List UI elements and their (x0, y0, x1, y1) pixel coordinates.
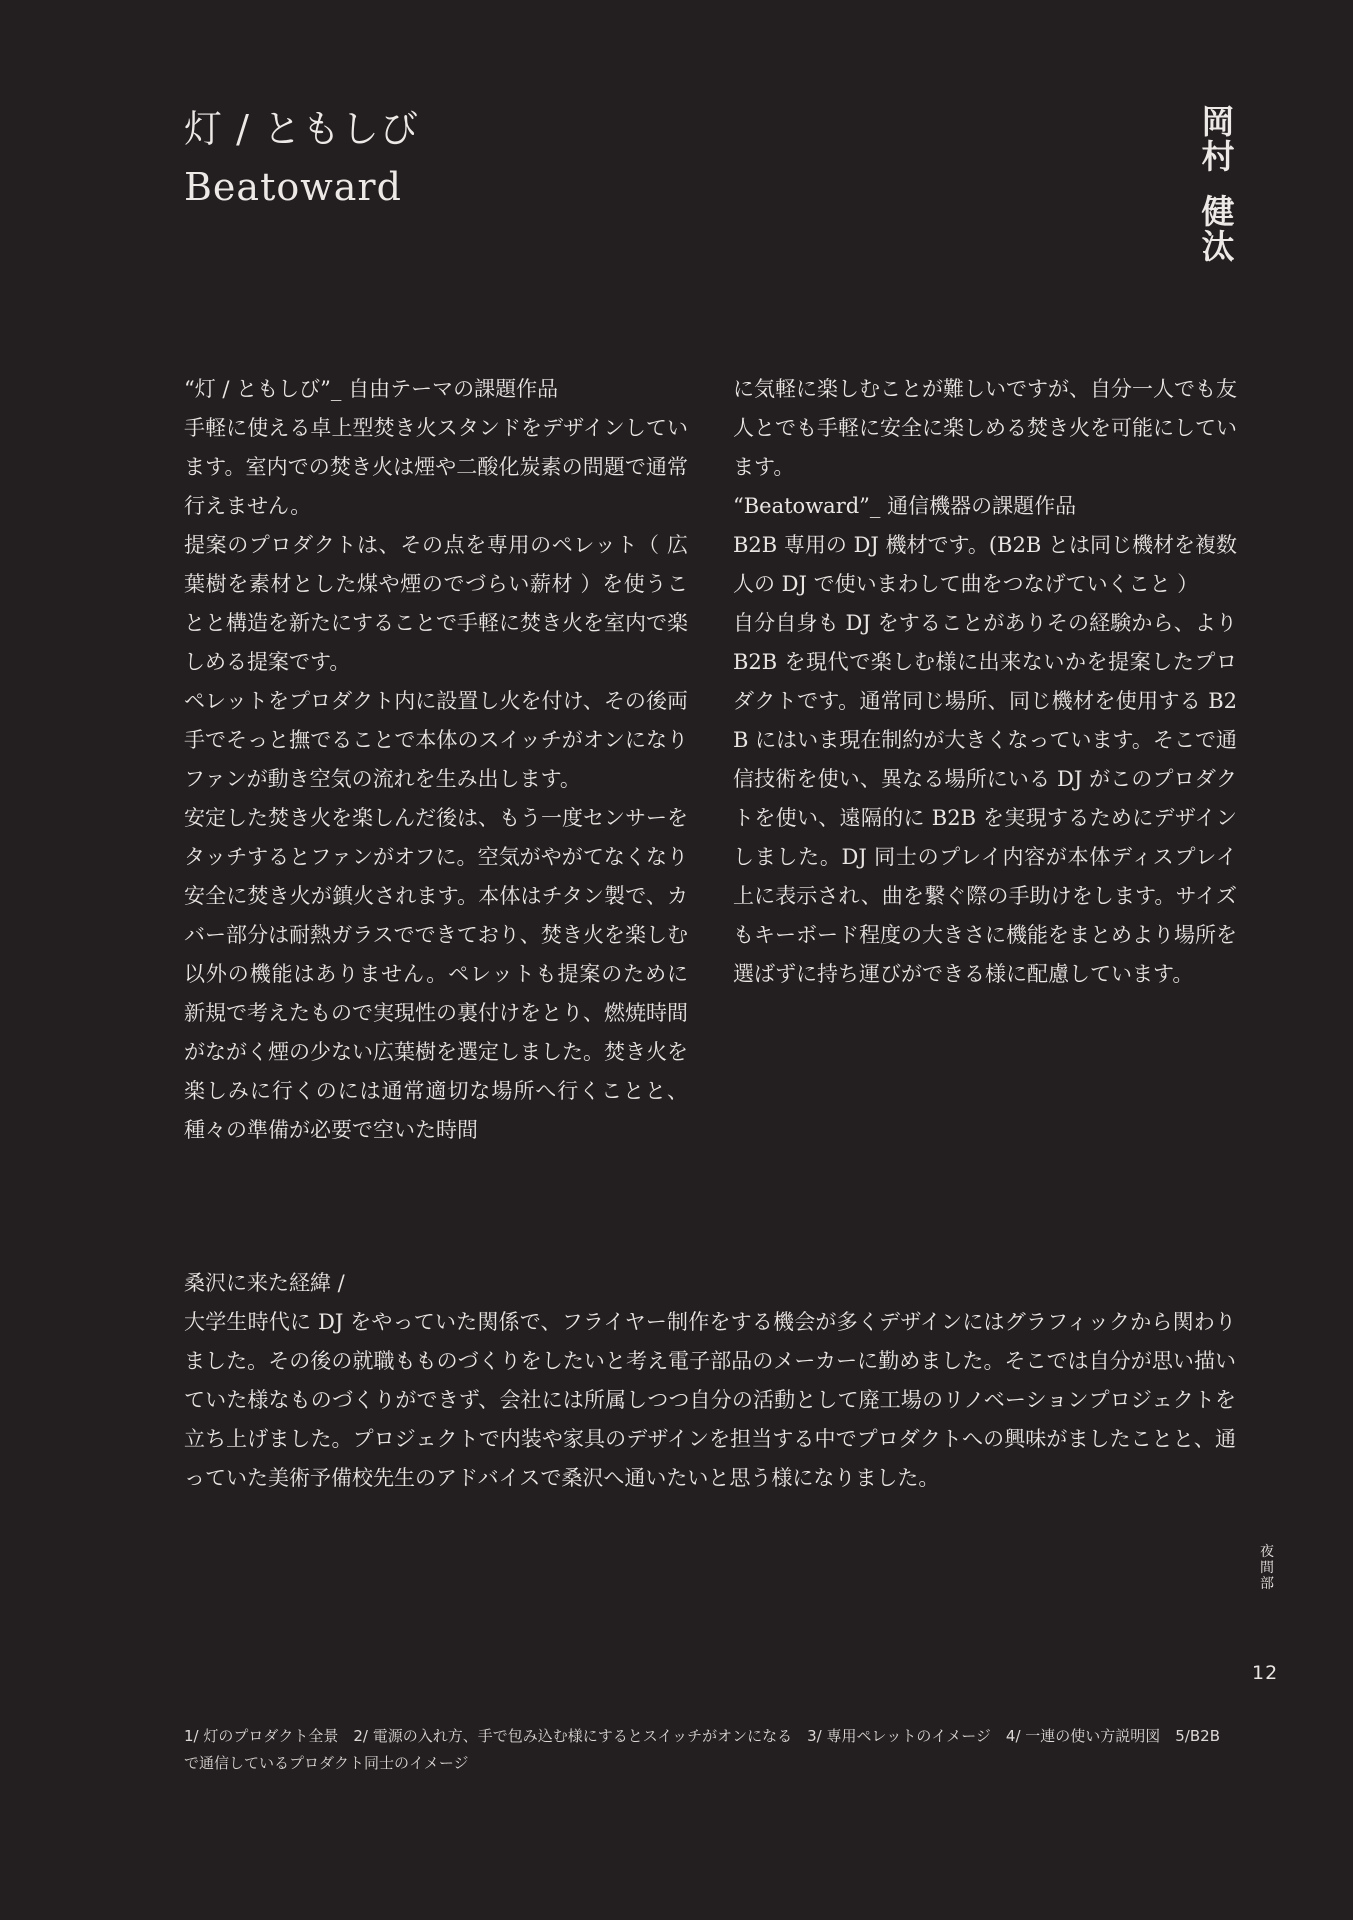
title-block (184, 100, 884, 216)
title-english: Beatoward (184, 165, 402, 209)
paragraph: に気軽に楽しむことが難しいですが、自分一人でも友人とでも手軽に安全に楽しめる焚き火を可能にしています。 (733, 377, 1237, 479)
author-name-gap (1192, 174, 1244, 194)
author-name (1192, 104, 1244, 264)
paragraph: 安定した焚き火を楽しんだ後は、もう一度センサーをタッチするとファンがオフに。空気がやがてなくなり安全に焚き火が鎮火されます。本体はチタン製で、カバー部分は耐熱ガラスでできており、焚き火を楽しむ以外の機能はありません。ペレットも提案のために新規で考えたもので実現性の裏付けをとり、燃焼時間がながく煙の少ない広葉樹を選定しました。焚き火を楽しみに行くのには通常適切な場所へ行くことと、種々の準備が必要で空いた時間 (184, 806, 688, 1142)
page-number: 12 (1252, 1662, 1279, 1684)
paragraph: B2B 専用の DJ 機材です。(B2B とは同じ機材を複数人の DJ で使いまわして曲をつなげていくこと ） (733, 533, 1237, 596)
history-section (184, 1264, 1236, 1498)
author-given-name: 健汰 (1201, 192, 1235, 266)
paragraph: 自分自身も DJ をすることがありその経験から、より B2B を現代で楽しむ様に出来ないかを提案したプロダクトです。通常同じ場所、同じ機材を使用する B2B にはいま現在制約が大きくなっています。そこで通信技術を使い、異なる場所にいる DJ がこのプロダクトを使い、遠隔的に B2B を実現するためにデザインしました。DJ 同士のプレイ内容が本体ディスプレイ上に表示され、曲を繋ぐ際の手助けをします。サイズもキーボード程度の大きさに機能をまとめより場所を選ばずに持ち運びができる様に配慮しています。 (733, 611, 1237, 986)
body-column-right (733, 370, 1237, 994)
paragraph-tomoshibi-heading: “灯 / ともしび”_ 自由テーマの課題作品 (184, 377, 559, 401)
title-japanese: 灯 / ともしび (184, 107, 419, 151)
history-heading: 桑沢に来た経緯 / (184, 1271, 345, 1295)
paragraph: 提案のプロダクトは、その点を専用のペレット（ 広葉樹を素材とした煤や煙のでづらい薪材 ）を使うことと構造を新たにすることで手軽に焚き火を室内で楽しめる提案です。 (184, 533, 688, 674)
paragraph: ペレットをプロダクト内に設置し火を付け、その後両手でそっと撫でることで本体のスイッチがオンになりファンが動き空気の流れを生み出します。 (184, 689, 688, 791)
paragraph-beatoward-heading: “Beatoward”_ 通信機器の課題作品 (733, 494, 1077, 518)
section-label: 夜間部 (1260, 1544, 1274, 1592)
figure-caption: 1/ 灯のプロダクト全景 2/ 電源の入れ方、手で包み込む様にするとスイッチがオンになる 3/ 専用ペレットのイメージ 4/ 一連の使い方説明図 5/B2B で通信しているプロダクト同士のイメージ (184, 1727, 1220, 1772)
author-family-name: 岡村 (1201, 102, 1235, 176)
paragraph: 手軽に使える卓上型焚き火スタンドをデザインしています。室内での焚き火は煙や二酸化炭素の問題で通常行えません。 (184, 416, 688, 518)
body-column-left (184, 370, 688, 1150)
history-body: 大学生時代に DJ をやっていた関係で、フライヤー制作をする機会が多くデザインにはグラフィックから関わりました。その後の就職もものづくりをしたいと考え電子部品のメーカーに勤めました。そこでは自分が思い描いていた様なものづくりができず、会社には所属しつつ自分の活動として廃工場のリノベーションプロジェクトを立ち上げました。プロジェクトで内装や家具のデザインを担当する中でプロダクトへの興味がましたことと、通っていた美術予備校先生のアドバイスで桑沢へ通いたいと思う様になりました。 (184, 1310, 1236, 1490)
